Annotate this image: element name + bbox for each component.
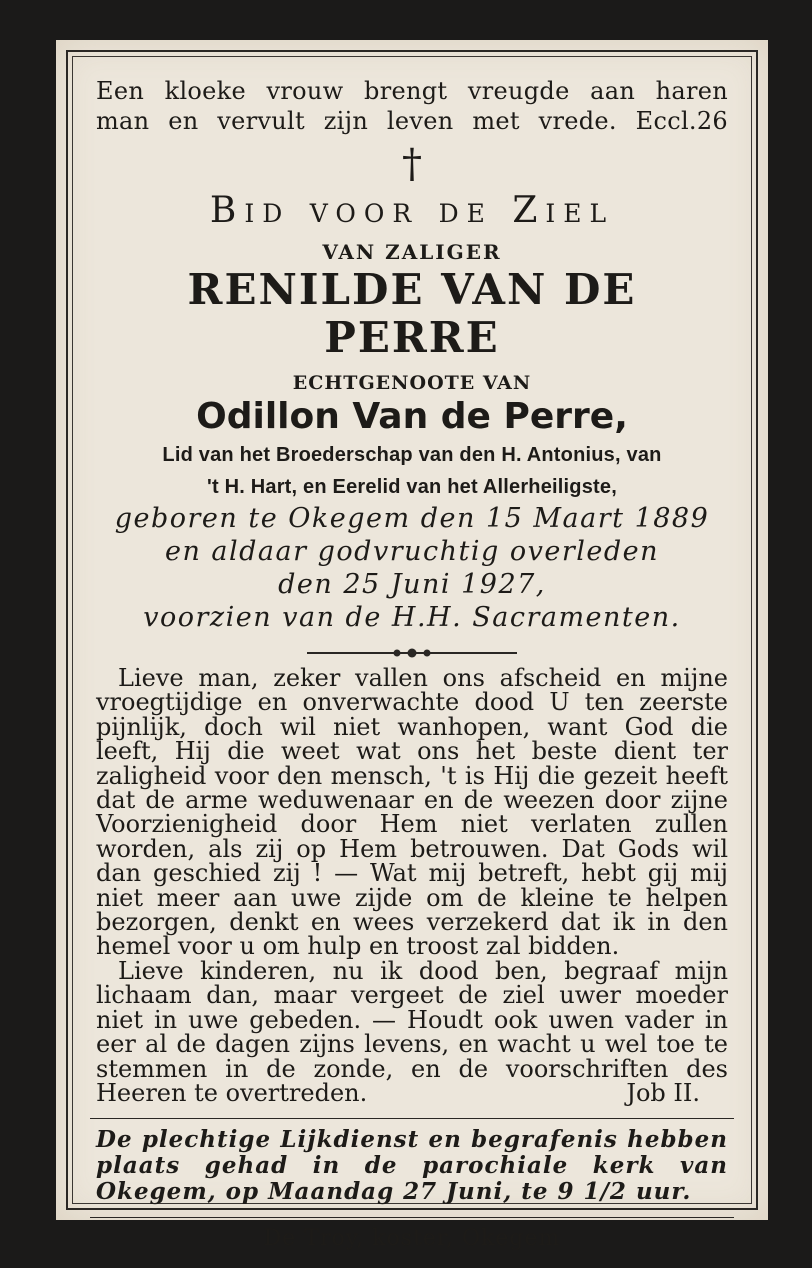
ornament-divider-icon <box>307 648 517 658</box>
farewell-paragraph-2: Lieve kinderen, nu ik dood ben, begraaf mijn lichaam dan, maar vergeet de ziel uwer moeder niet in uwe gebeden. — Houdt ook uwen vader in eer al de dagen zijns levens, en wacht u wel toe te stemmen in de zonde, en de voorschriften des Heeren te overtreden. <box>96 956 728 1107</box>
membership-line-2: 't H. Hart, en Eerelid van het Allerheiligste, <box>207 476 617 498</box>
birth-line: geboren te Okegem den 15 Maart 1889 <box>114 503 710 534</box>
van-zaliger-label: VAN ZALIGER <box>322 240 502 264</box>
spouse-name: Odillon Van de Perre, <box>196 396 628 437</box>
cross-icon: † <box>402 141 422 187</box>
footer-divider <box>90 1217 734 1218</box>
printer-credit: De Troy, koster, Okegem <box>263 1225 561 1251</box>
prayer-heading: Bid voor de Ziel <box>209 190 615 231</box>
deceased-name: RENILDE VAN DE PERRE <box>187 265 637 362</box>
card-content <box>96 76 728 1251</box>
farewell-text <box>96 666 728 1106</box>
scripture-reference: Job II. <box>626 1079 700 1108</box>
section-divider <box>90 1118 734 1119</box>
sacraments-line: voorzien van de H.H. Sacramenten. <box>143 602 681 633</box>
death-line-2: den 25 Juni 1927, <box>278 569 546 600</box>
epigraph <box>96 76 728 136</box>
death-line-1: en aldaar godvruchtig overleden <box>164 536 660 567</box>
membership-line-1: Lid van het Broederschap van den H. Antonius, van <box>162 444 662 466</box>
funeral-notice: De plechtige Lijkdienst en begrafenis hebben plaats gehad in de parochiale kerk van Okegem, op Maandag 27 Juni, te 9 1/2 uur. <box>96 1125 728 1205</box>
farewell-paragraph-1: Lieve man, zeker vallen ons afscheid en mijne vroegtijdige en onverwachte dood U ten zeerste pijnlijk, doch wil niet wanhopen, want God die leeft, Hij die weet wat ons het beste dient ter zaligheid voor den mensch, 't is Hij die gezeit heeft dat de arme weduwenaar en de weezen door zijne Voorzienigheid door Hem niet verlaten zullen worden, als zij op Hem betrouwen. Dat Gods wil dan geschied zij ! — Wat mij betreft, hebt gij mij niet meer aan uwe zijde om de kleine te helpen bezorgen, denkt en wees verzekerd dat ik in den hemel voor u om hulp en troost zal bidden. <box>96 664 728 961</box>
spouse-label: ECHTGENOOTE VAN <box>292 372 532 394</box>
epigraph-line-2: man en vervult zijn leven met vrede. Eccl.26 <box>96 107 728 135</box>
epigraph-line-1: Een kloeke vrouw brengt vreugde aan haren <box>96 77 728 105</box>
memorial-card <box>56 40 768 1251</box>
